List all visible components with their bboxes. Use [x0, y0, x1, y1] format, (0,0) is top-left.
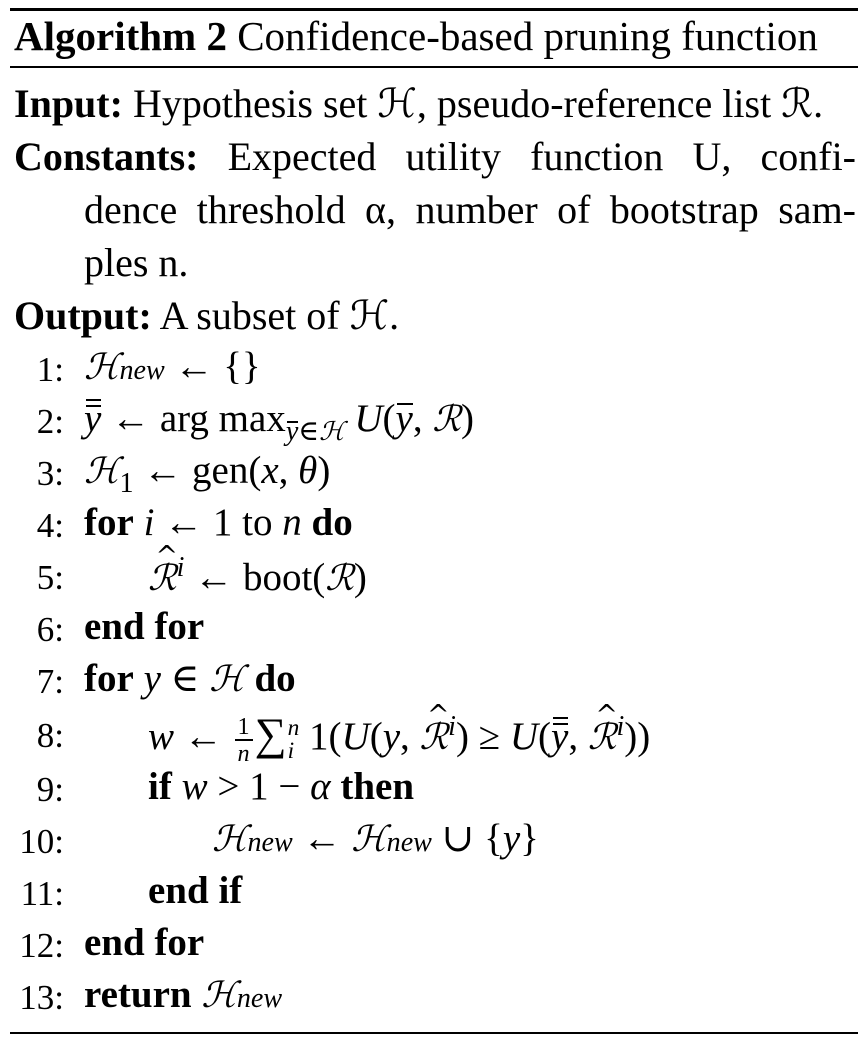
- line-4: for i ← 1 to n do: [84, 501, 353, 544]
- line-number: 11:: [20, 874, 64, 913]
- line-2: y ← arg $\max_{y\in ℋ} U(y$, ℛ): [84, 397, 474, 447]
- input-line: [14, 80, 856, 127]
- line-number: 6:: [36, 610, 64, 649]
- line-number: 2:: [36, 402, 64, 441]
- line-number: 8:: [36, 716, 64, 755]
- algorithm-title: [14, 12, 856, 60]
- constants-label: Constants:: [14, 134, 199, 179]
- line-12: end for: [84, 921, 205, 964]
- line-number: 3:: [36, 454, 64, 493]
- line-8: w ← $\frac{1}{n}$ ∑ n i 1(U(y, ^ ℛ$^i$) ≥ U(y, ^ ℛ$^i$)): [148, 708, 650, 766]
- algorithm-name: Confidence-based pruning function: [226, 13, 818, 59]
- line-number: 12:: [19, 926, 64, 965]
- title-rule: [10, 66, 858, 68]
- line-6: end for: [84, 605, 205, 648]
- constants-text-1: Expected utility function U, confi-: [227, 134, 856, 179]
- line-13: return ℋnew: [84, 973, 283, 1016]
- line-number: 4:: [36, 506, 64, 545]
- line-number: 10:: [19, 822, 64, 861]
- output-label: Output:: [14, 293, 152, 338]
- constants-line-3: ples n.: [84, 240, 189, 285]
- line-10: ℋnew ← ℋnew ∪ {y}: [212, 817, 539, 860]
- output-text: A subset of ℋ.: [159, 293, 400, 338]
- constants-line-1: [14, 133, 856, 180]
- top-rule: [10, 8, 858, 11]
- constants-line-2: dence threshold α, number of bootstrap sam-: [84, 187, 856, 232]
- line-1: ℋnew ← {}: [84, 345, 261, 388]
- bottom-rule: [10, 1032, 858, 1034]
- line-number: 5:: [36, 558, 64, 597]
- input-text: Hypothesis set ℋ, pseudo-reference list ℛ.: [132, 81, 824, 126]
- algorithm-number: Algorithm 2: [14, 13, 227, 59]
- line-5: ^ ℛ$^i$ ← boot(ℛ): [148, 552, 367, 600]
- line-11: end if: [148, 869, 243, 912]
- line-7: for y ∈ ℋ do: [84, 657, 296, 700]
- line-number: 9:: [36, 770, 64, 809]
- output-line: [14, 292, 856, 339]
- line-9: if w > 1 − α then: [148, 765, 415, 808]
- line-number: 1:: [36, 350, 64, 389]
- line-number: 13:: [19, 978, 64, 1017]
- line-number: 7:: [36, 662, 64, 701]
- input-label: Input:: [14, 81, 123, 126]
- line-3: ℋ$_1$ ← gen(x, θ): [84, 449, 331, 499]
